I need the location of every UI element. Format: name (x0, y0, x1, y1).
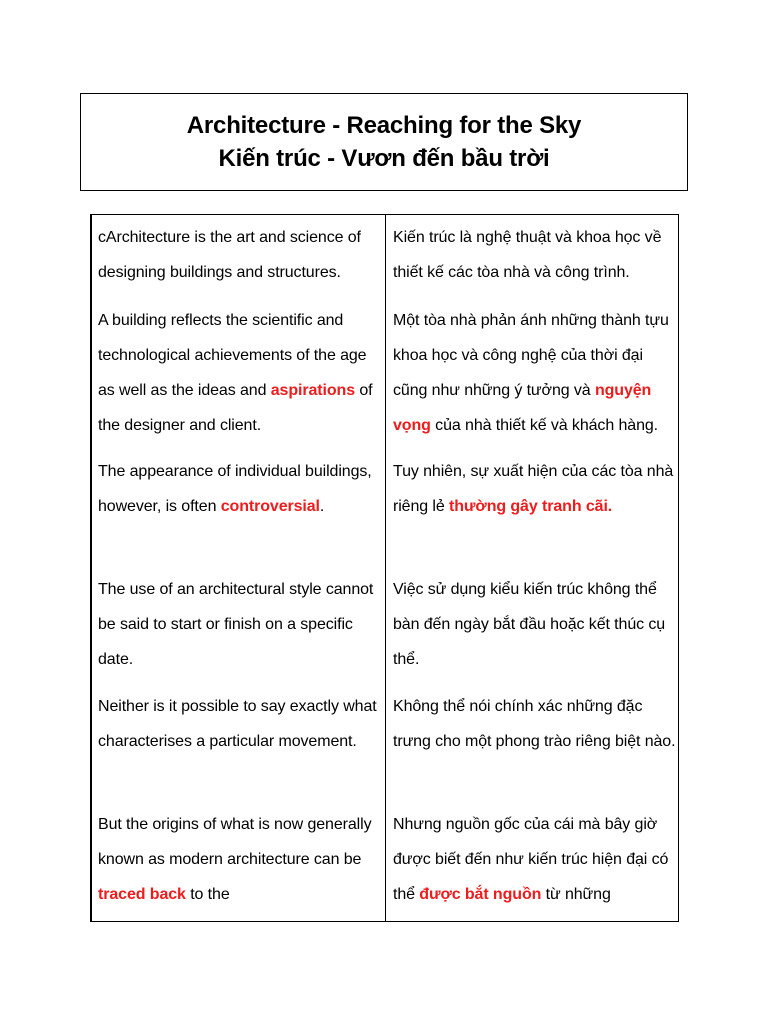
paragraph-text: The use of an architectural style cannot be said to start or finish on a specific date. (98, 581, 374, 668)
paragraph-text: Kiến trúc là nghệ thuật và khoa học về thiết kế các tòa nhà và công trình. (393, 229, 662, 281)
paragraph-text: từ những (541, 886, 611, 903)
vietnamese-paragraph (393, 572, 677, 677)
highlighted-term: nguyện vọng (393, 382, 652, 434)
paragraph-text: Một tòa nhà phản ánh những thành tựu khoa học và công nghệ của thời đại cũng như những ý tưởng và (393, 312, 669, 399)
vietnamese-paragraph (393, 220, 677, 290)
paragraph-text: Tuy nhiên, sự xuất hiện của các tòa nhà riêng lẻ (393, 463, 674, 515)
english-paragraph (98, 303, 382, 443)
paragraph-text: . (319, 498, 325, 515)
paragraph-text: Không thể nói chính xác những đặc trưng cho một phong trào riêng biệt nào. (393, 698, 676, 750)
english-paragraph (98, 572, 382, 677)
highlighted-term: traced back (98, 886, 186, 903)
paragraph-text: Nhưng nguồn gốc của cái mà bây giờ được biết đến như kiến trúc hiện đại có thể (393, 816, 669, 903)
paragraph-text: But the origins of what is now generally known as modern architecture can be (98, 816, 372, 868)
title-box (80, 93, 688, 191)
paragraph-text: cArchitecture is the art and science of designing buildings and structures. (98, 229, 361, 281)
english-paragraph (98, 454, 382, 524)
title-vietnamese: Kiến trúc - Vươn đến bầu trời (218, 145, 550, 172)
vietnamese-paragraph (393, 303, 677, 443)
english-paragraph (98, 807, 382, 912)
highlighted-term: thường gây tranh cãi. (449, 498, 613, 515)
title-english: Architecture - Reaching for the Sky (186, 112, 582, 139)
paragraph-text: The appearance of individual buildings, however, is often (98, 463, 372, 515)
paragraph-text: to the (185, 886, 230, 903)
vietnamese-paragraph (393, 807, 677, 912)
paragraph-text: of the designer and client. (98, 382, 373, 434)
english-paragraph (98, 220, 382, 290)
paragraph-text: A building reflects the scientific and technological achievements of the age as well as the ideas and (98, 312, 367, 399)
paragraph-text: Neither is it possible to say exactly what characterises a particular movement. (98, 698, 377, 750)
highlighted-term: được bắt nguồn (419, 886, 542, 903)
english-paragraph (98, 689, 382, 759)
paragraph-text: Việc sử dụng kiểu kiến trúc không thể bàn đến ngày bắt đầu hoặc kết thúc cụ thể. (393, 581, 666, 668)
bilingual-table (90, 214, 679, 922)
highlighted-term: controversial (220, 498, 320, 515)
column-divider (385, 215, 386, 921)
paragraph-text: của nhà thiết kế và khách hàng. (430, 417, 659, 434)
vietnamese-paragraph (393, 454, 677, 524)
highlighted-term: aspirations (270, 382, 355, 399)
vietnamese-paragraph (393, 689, 677, 759)
